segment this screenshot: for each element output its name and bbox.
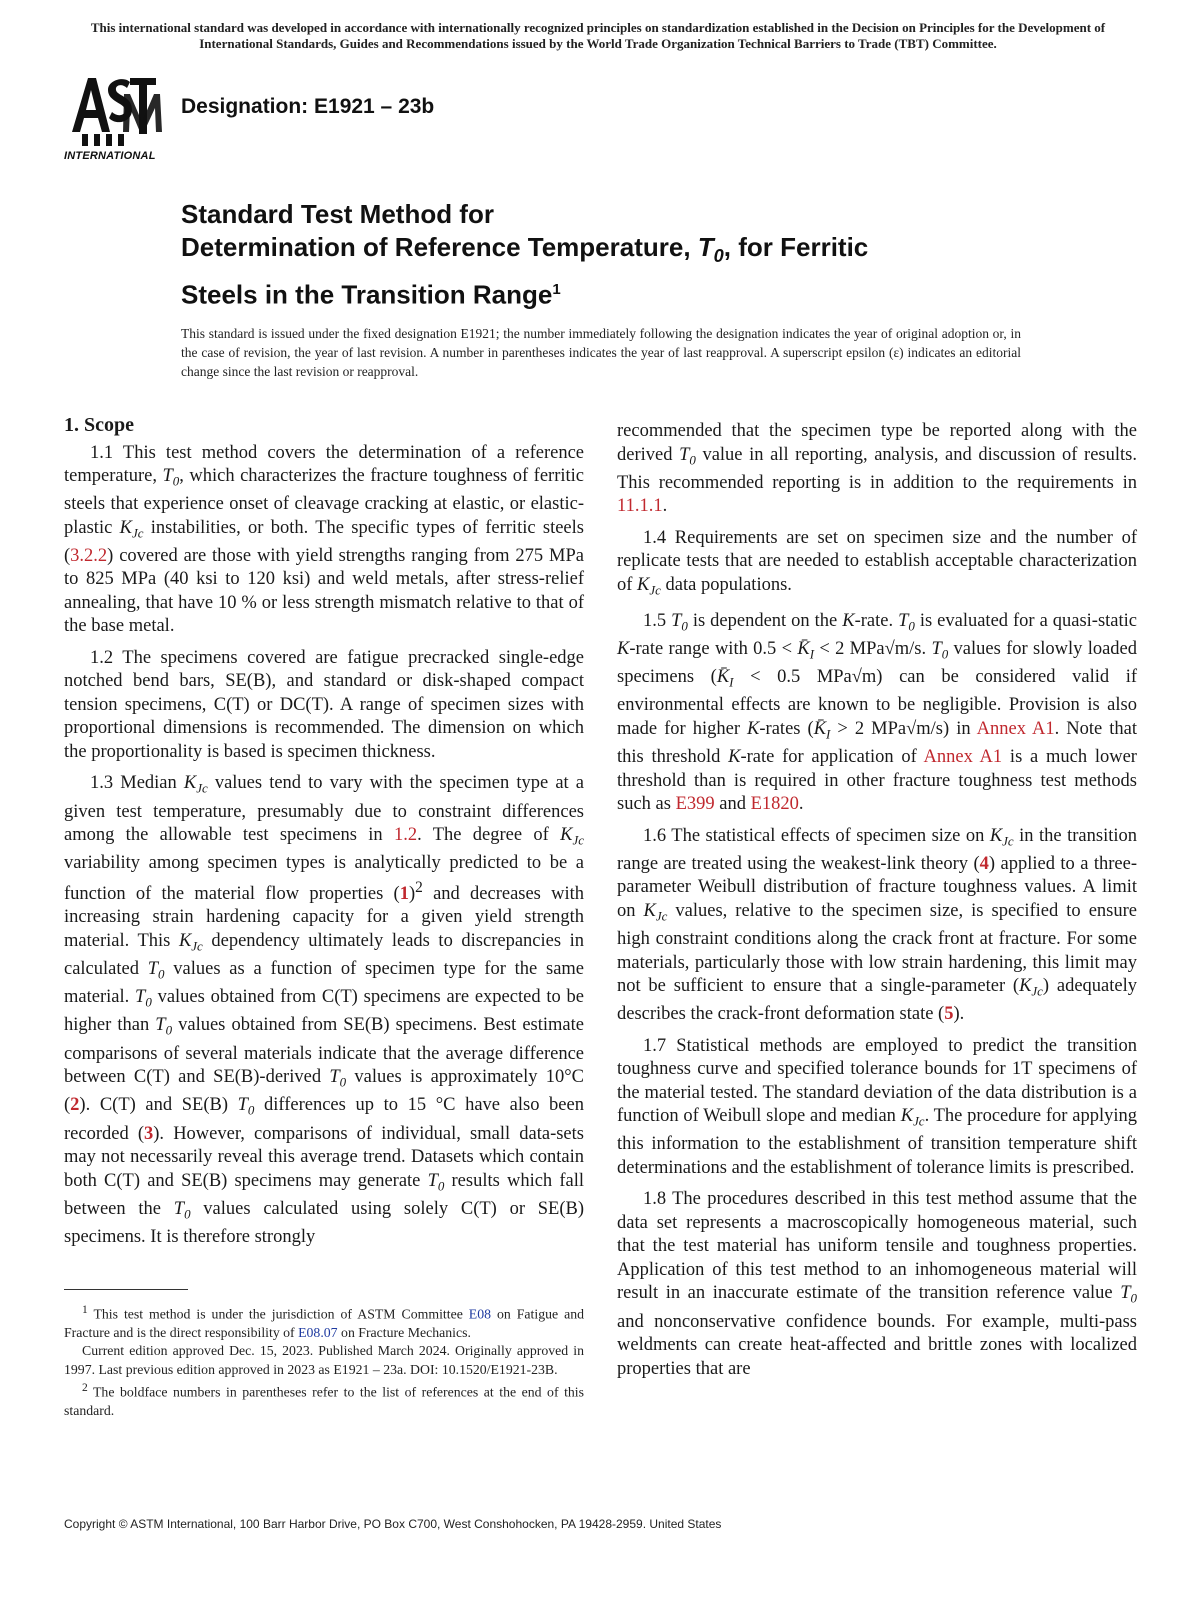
- link-e1820[interactable]: E1820: [750, 794, 799, 815]
- paragraph-1-5: 1.5 $T_0$ is dependent on the K-rate. $T_0$ is evaluated for a quasi-static K-rate range with $0.5 < K̄_I < 2$ MPa√m/s. $T_0$ values for slowly loaded specimens ($K̄_I < 0.5$ MPa√m) can be considered valid if environmental effects are known to be negligible. Provision is also made for higher K-rates ($K̄_I > 2$ MPa√m/s) in Annex A1. Note that this threshold K-rate for application of Annex A1 is a much lower threshold than is required in other fracture toughness test methods such as E399 and E1820.: [617, 610, 1138, 815]
- link-e08[interactable]: E08: [468, 1306, 492, 1322]
- paragraph-1-7: 1.7 Statistical methods are employed to predict the transition toughness curve and specified tolerance bounds for 1T specimens of the material tested. The standard deviation of the data distribution is a function of Weibull slope and median $K_{Jc}$. The procedure for applying this information to the establishment of transition temperature shift determinations and the establishment of tolerance limits is prescribed.: [617, 1035, 1137, 1178]
- paragraph-1-3: 1.3 Median $K_{Jc}$ values tend to vary with the specimen type at a given test temperature, presumably due to constraint differences among the allowable test specimens in 1.2. The degree of $K_{Jc}$ variability among specimen types is analytically predicted to be a function of the material flow properties $(1)^2$ and decreases with increasing strain hardening capacity for a given yield strength material. This $K_{Jc}$ dependency ultimately leads to discrepancies in calculated $T_0$ values as a function of specimen type for the same material. $T_0$ values obtained from C(T) specimens are expected to be higher than $T_0$ values obtained from SE(B) specimens. Best estimate comparisons of several materials indicate that the average difference between C(T) and SE(B)-derived $T_0$ values is approximately 10°C (2). C(T) and SE(B) $T_0$ differences up to 15 °C have also been recorded (3). However, comparisons of individual, small data-sets may not necessarily reveal this average trend. Datasets which contain both C(T) and SE(B) specimens may generate $T_0$ results which fall between the $T_0$ values calculated using solely C(T) or SE(B) specimens. It is therefore strongly: [64, 773, 585, 1247]
- title-line-2: Determination of Reference Temperature, $T_0$, for Ferritic: [181, 232, 869, 267]
- footnote-edition: Current edition approved Dec. 15, 2023. Published March 2024. Originally approved in 1997. Last previous edition approved in 2023 as E1921 – 23a. DOI: 10.1520/E1921-23B.: [64, 1343, 584, 1377]
- title-line-3: Steels in the Transition Range$^1$: [181, 279, 561, 310]
- footnotes: [64, 1301, 584, 1421]
- astm-logo: [64, 70, 166, 166]
- document-title: [181, 198, 1081, 312]
- link-annex-a1-2[interactable]: Annex A1: [923, 747, 1003, 768]
- logo-international-text: INTERNATIONAL: [64, 150, 156, 162]
- paragraph-1-4: 1.4 Requirements are set on specimen size and the number of replicate tests that are needed to establish acceptable characterization of $K_{Jc}$ data populations.: [617, 527, 1137, 598]
- link-e08-07[interactable]: E08.07: [298, 1325, 338, 1340]
- link-11-1-1[interactable]: 11.1.1: [617, 496, 663, 517]
- title-line-1: Standard Test Method for: [181, 199, 494, 229]
- paragraph-1-1: 1.1 This test method covers the determination of a reference temperature, $T_0$, which characterizes the fracture toughness of ferritic steels that experience onset of cleavage cracking at elastic, or elastic-plastic $K_{Jc}$ instabilities, or both. The specific types of ferritic steels (3.2.2) covered are those with yield strengths ranging from 275 MPa to 825 MPa (40 ksi to 120 ksi) and weld metals, after stress-relief annealing, that have 10 % or less strength mismatch relative to that of the base metal.: [64, 442, 584, 637]
- paragraph-1-2: 1.2 The specimens covered are fatigue precracked single-edge notched bend bars, SE(B), and standard or disk-shaped compact tension specimens, C(T) or DC(T). A range of specimen sizes with proportional dimensions is recommended. The dimension on which the proportionality is based is specimen thickness.: [64, 647, 584, 762]
- ref-5[interactable]: 5: [944, 1004, 954, 1025]
- link-annex-a1[interactable]: Annex A1: [976, 718, 1055, 739]
- designation: Designation: E1921 – 23b: [181, 95, 435, 118]
- section-heading-scope: 1. Scope: [64, 414, 134, 436]
- copyright-footer: Copyright © ASTM International, 100 Barr Harbor Drive, PO Box C700, West Conshohocken, PA 19428-2959. United States: [64, 1517, 722, 1531]
- title-footnote-mark: 1: [552, 281, 561, 299]
- tbt-notice: This international standard was developed in accordance with internationally recognized principles on standardization established in the Decision on Principles for the Development of International Standards, Guides and Recommendations issued by the World Trade Organization Technical Barriers to Trade (TBT) Committee.: [90, 20, 1106, 51]
- paragraph-1-3-continued: recommended that the specimen type be reported along with the derived $T_0$ value in all reporting, analysis, and discussion of results. This recommended reporting is in addition to the requirements in 11.1.1.: [617, 421, 1137, 517]
- footnote-rule: [64, 1289, 188, 1290]
- ref-4[interactable]: 4: [979, 853, 989, 874]
- right-column: [617, 420, 1137, 1389]
- ref-1[interactable]: 1: [399, 883, 409, 904]
- footnote-1: $^1$ This test method is under the jurisdiction of ASTM Committee E08 on Fatigue and Fracture and is the direct responsibility of E08.07 on Fracture Mechanics.: [64, 1304, 584, 1340]
- left-column: [64, 414, 584, 1257]
- footnote-2: $^2$ The boldface numbers in parentheses refer to the list of references at the end of this standard.: [64, 1382, 584, 1419]
- astm-logo-icon: [64, 70, 166, 150]
- ref-2[interactable]: 2: [70, 1095, 80, 1116]
- paragraph-1-8: 1.8 The procedures described in this test method assume that the data set represents a macroscopically homogeneous material, such that the test material has uniform tensile and toughness properties. Application of this test method to an inhomogeneous material will result in an inaccurate estimate of the transition reference value $T_0$ and nonconservative confidence bounds. For example, multi-pass weldments can create heat-affected and brittle zones with localized properties that are: [617, 1189, 1137, 1379]
- paragraph-1-6: 1.6 The statistical effects of specimen size on $K_{Jc}$ in the transition range are treated using the weakest-link theory (4) applied to a three-parameter Weibull distribution of fracture toughness values. A limit on $K_{Jc}$ values, relative to the specimen size, is specified to ensure high constraint conditions along the crack front at fracture. For some materials, particularly those with low strain hardening, this limit may not be sufficient to ensure that a single-parameter $(K_{Jc})$ adequately describes the crack-front deformation state (5).: [617, 825, 1138, 1025]
- link-1-2[interactable]: 1.2: [393, 825, 418, 846]
- issuance-statement: This standard is issued under the fixed designation E1921; the number immediately following the designation indicates the year of original adoption or, in the case of revision, the year of last revision. A number in parentheses indicates the year of last reapproval. A superscript epsilon (ε) indicates an editorial change since the last revision or reapproval.: [181, 326, 1021, 379]
- ref-3[interactable]: 3: [144, 1123, 154, 1144]
- link-e399[interactable]: E399: [675, 794, 715, 815]
- link-3-2-2[interactable]: 3.2.2: [70, 545, 108, 566]
